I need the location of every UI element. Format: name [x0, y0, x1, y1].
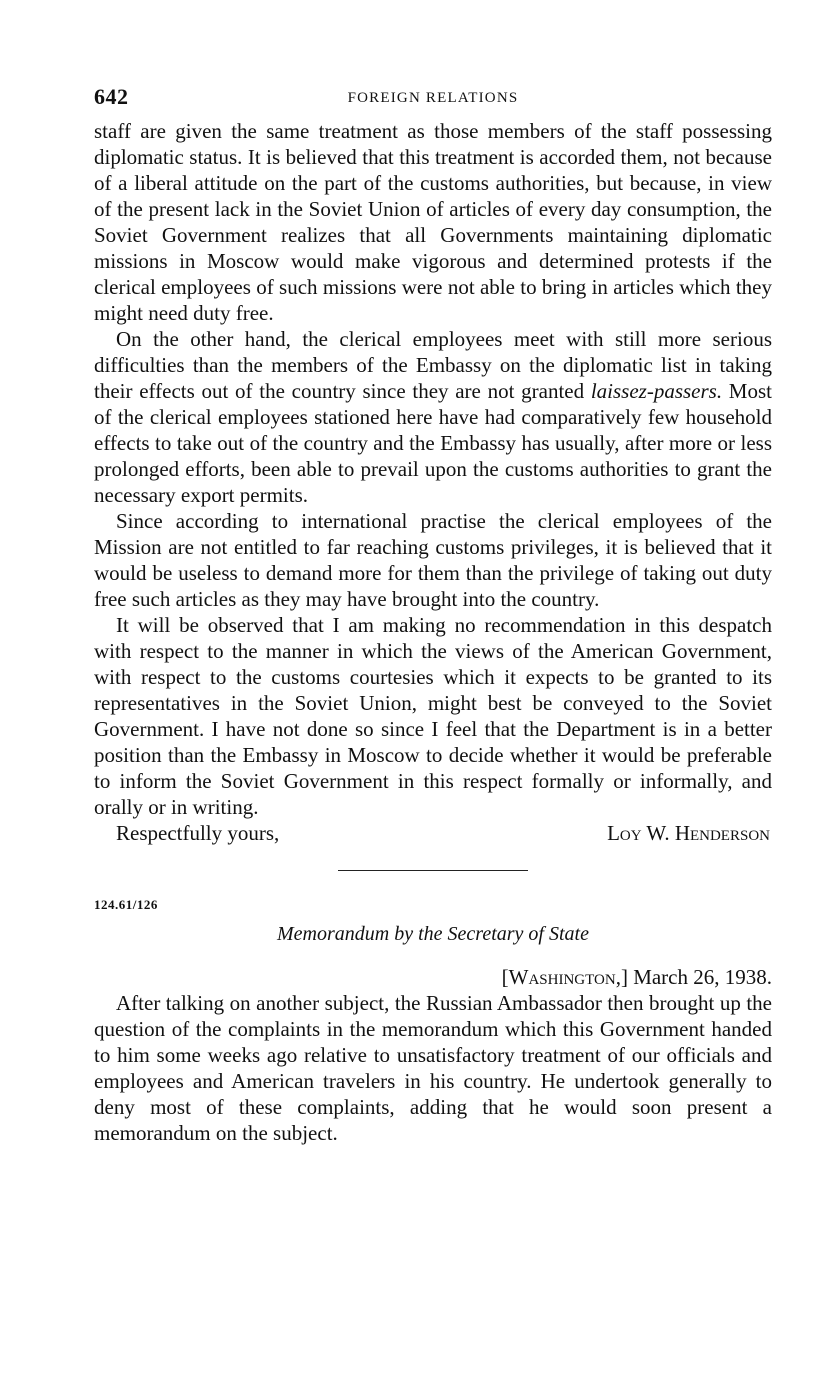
dateline: [94, 964, 772, 990]
closing-line: [94, 820, 772, 848]
despatch-paragraph-1: staff are given the same treatment as those members of the staff possessing diplomatic status. It is believed that this treatment is accorded them, not because of a liberal attitude on the part of the customs authorities, but because, in view of the present lack in the Soviet Union of articles of every day consumption, the Soviet Government realizes that all Governments maintaining diplomatic missions in Moscow would make vigorous and determined protests if the clerical employees of such missions were not able to bring in articles which they might need duty free.: [94, 119, 772, 325]
complimentary-close: Respectfully yours,: [116, 821, 280, 845]
running-head: [94, 84, 772, 114]
dateline-date: March 26, 1938.: [627, 965, 772, 989]
memorandum-body: After talking on another subject, the Russian Ambassador then brought up the question of the complaints in the memorandum which this Government handed to him some weeks ago relative to unsatisfactory treatment of our officials and employees and American travelers in his country. He undertook generally to deny most of these complaints, adding that he would soon present a memorandum on the subject.: [94, 991, 772, 1145]
section-divider: [338, 870, 528, 871]
memorandum-title: Memorandum by the Secretary of State: [277, 923, 589, 945]
signature: Loy W. Henderson: [607, 821, 770, 845]
file-number: 124.61/126: [94, 897, 158, 912]
dateline-place: [Washington,]: [501, 965, 628, 989]
paragraph-2-text-a: On the other hand, the clerical employees meet with still more serious difficulties than the members of the Embassy on the diplomatic list in taking their effects out of the country since they are not granted: [94, 327, 772, 403]
despatch-paragraph-3: Since according to international practise the clerical employees of the Mission are not entitled to far reaching customs privileges, it is believed that it would be useless to demand more for them than the privilege of taking out duty free such articles as they may have brought into the country.: [94, 509, 772, 611]
running-title: FOREIGN RELATIONS: [347, 90, 519, 106]
document-page: [94, 84, 772, 1146]
despatch-paragraph-2: [94, 326, 772, 508]
page-number: 642: [94, 84, 129, 109]
paragraph-2-text-b: Most of the clerical employees stationed here have had comparatively few household effects to take out of the country and the Embassy has usually, after more or less prolonged efforts, been able to prevail upon the customs authorities to grant the necessary export permits.: [94, 379, 772, 507]
despatch-paragraph-4: It will be observed that I am making no recommendation in this despatch with respect to the manner in which the views of the American Government, with respect to the customs courtesies which it expects to be granted to its representatives in the Soviet Union, might best be conveyed to the Soviet Government. I have not done so since I feel that the Department is in a better position than the Embassy in Moscow to decide whether it would be preferable to inform the Soviet Government in this respect formally or informally, and orally or in writing.: [94, 613, 772, 819]
laissez-passers-term: laissez-passers.: [590, 379, 723, 403]
